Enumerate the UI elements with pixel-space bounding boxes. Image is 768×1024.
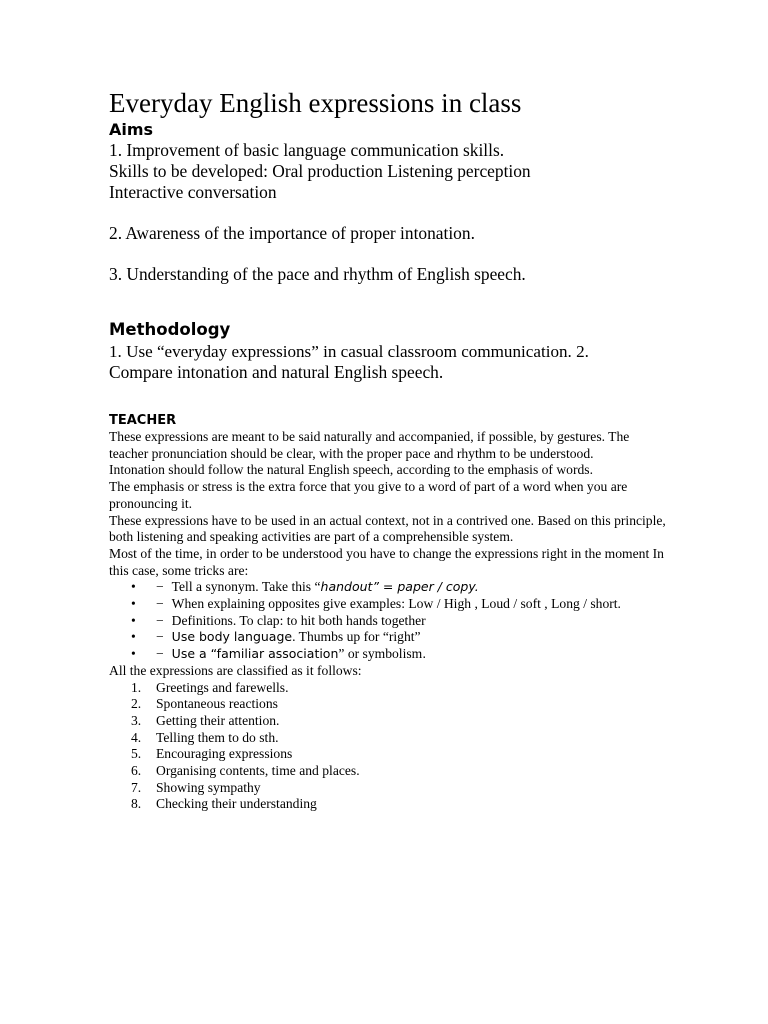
list-number: 8. <box>131 796 142 812</box>
bullet-icon: • <box>131 612 136 628</box>
aims-heading: Aims <box>109 120 154 139</box>
list-number: 3. <box>131 712 142 728</box>
list-number: 4. <box>131 729 142 745</box>
page-title: Everyday English expressions in class <box>109 88 522 118</box>
document-page <box>109 86 669 813</box>
dash-icon: − <box>156 596 164 612</box>
teacher-paragraph-1: These expressions are meant to be said naturally and accompanied, if possible, by gestures. The teacher pronunciation should be clear, with the proper pace and rhythm to be understood. <box>109 429 630 461</box>
teacher-heading: TEACHER <box>109 413 177 428</box>
bullet-icon: • <box>131 646 136 662</box>
teacher-paragraph-3: The emphasis or stress is the extra force that you give to a word of part of a word when you are pronouncing it. <box>109 479 628 511</box>
aims-skills: Skills to be developed: Oral production Listening perception Interactive conversation <box>109 161 531 202</box>
methodology-text-a: 1. Use “everyday expressions” in casual classroom communication. 2. <box>109 342 589 361</box>
list-number: 1. <box>131 679 142 695</box>
bullet-icon: • <box>131 629 136 645</box>
category-label: Greetings and farewells. <box>156 679 289 695</box>
list-item <box>109 746 669 763</box>
aims-item-2: 2. Awareness of the importance of proper intonation. <box>109 223 475 243</box>
list-number: 7. <box>131 779 142 795</box>
list-number: 6. <box>131 763 142 779</box>
aims-item-1: 1. Improvement of basic language communication skills. <box>109 140 505 160</box>
bullet-icon: • <box>131 579 136 595</box>
dash-icon: − <box>156 646 164 662</box>
teacher-paragraph-4: These expressions have to be used in an actual context, not in a contrived one. Based on this principle, both listening and speaking activities are part of a comprehensible system. <box>109 512 666 545</box>
teacher-paragraph-5: Most of the time, in order to be understood you have to change the expressions right in the moment In this case, some tricks are: <box>109 545 664 578</box>
list-item <box>109 796 669 813</box>
list-item <box>109 780 669 797</box>
list-item <box>109 730 669 747</box>
teacher-paragraph-2: Intonation should follow the natural English speech, according to the emphasis of words. <box>109 462 593 478</box>
list-item: • − Use a “familiar association” or symbolism. <box>131 646 427 662</box>
dash-icon: − <box>156 579 164 595</box>
list-number: 5. <box>131 746 142 762</box>
list-item: • − Use body language. Thumbs up for “right” <box>131 629 421 645</box>
dash-icon: − <box>156 629 164 645</box>
list-item <box>109 763 669 780</box>
classified-intro: All the expressions are classified as it follows: <box>109 662 362 678</box>
list-item: • − Tell a synonym. Take this “handout” = paper / copy. <box>131 579 479 595</box>
methodology-text-b: Compare intonation and natural English speech. <box>109 362 444 382</box>
list-item: • − When explaining opposites give examples: Low / High , Loud / soft , Long / short. <box>131 596 621 612</box>
category-label: Encouraging expressions <box>156 746 293 762</box>
list-item <box>109 713 669 730</box>
methodology-heading: Methodology <box>109 320 231 339</box>
tricks-list <box>109 579 669 663</box>
list-item: • − Definitions. To clap: to hit both hands together <box>131 612 426 628</box>
bullet-icon: • <box>131 596 136 612</box>
category-label: Checking their understanding <box>156 796 317 812</box>
category-label: Getting their attention. <box>156 712 280 728</box>
category-label: Showing sympathy <box>156 779 261 795</box>
list-item <box>109 680 669 697</box>
category-label: Telling them to do sth. <box>156 729 279 745</box>
dash-icon: − <box>156 612 164 628</box>
list-item <box>109 696 669 713</box>
category-label: Spontaneous reactions <box>156 696 278 712</box>
list-number: 2. <box>131 696 142 712</box>
aims-item-3: 3. Understanding of the pace and rhythm of English speech. <box>109 264 526 284</box>
category-label: Organising contents, time and places. <box>156 763 360 779</box>
categories-list <box>109 680 669 814</box>
